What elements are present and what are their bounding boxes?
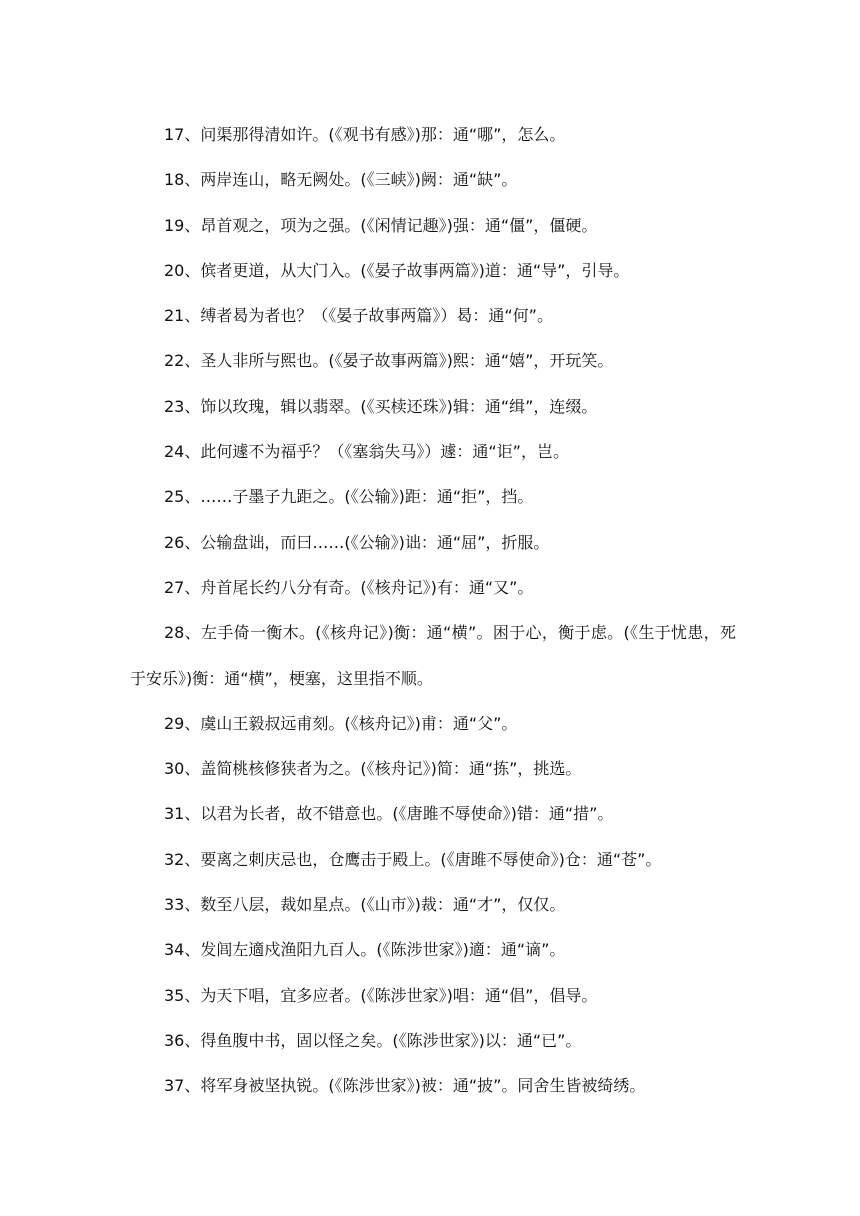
entry-37: 37、将军身被坚执锐。(《陈涉世家》)被：通“披”。同舍生皆被绮绣。 [164, 1076, 646, 1096]
entry-30: 30、盖简桃核修狭者为之。(《核舟记》)简：通“拣”，挑选。 [164, 759, 582, 779]
entry-17: 17、问渠那得清如许。(《观书有感》)那：通“哪”，怎么。 [164, 125, 566, 144]
entry-28: 28、左手倚一衡木。(《核舟记》)衡：通“横”。困于心，衡于虑。(《生于忧患，死于安乐》)衡：通“横”，梗塞，这里指不顺。 [130, 623, 736, 688]
entry-18: 18、两岸连山，略无阙处。(《三峡》)阙：通“缺”。 [164, 170, 518, 190]
entry-23: 23、饰以玫瑰，辑以翡翠。(《买椟还珠》)辑：通“缉”，连缀。 [164, 396, 598, 416]
entry-25: 25、……子墨子九距之。(《公输》)距：通“拒”，挡。 [164, 487, 534, 507]
entry-24: 24、此何遽不为福乎？（《塞翁失马》）遽：通“讵”，岂。 [164, 442, 569, 462]
entry-26: 26、公输盘诎，而曰……(《公输》)诎：通“屈”，折服。 [164, 532, 550, 552]
document-body [130, 112, 736, 1109]
entry-21: 21、缚者曷为者也？（《晏子故事两篇》）曷：通“何”。 [164, 306, 553, 326]
entry-20: 20、傧者更道，从大门入。(《晏子故事两篇》)道：通“导”，引导。 [164, 260, 630, 280]
entry-32: 32、要离之刺庆忌也，仓鹰击于殿上。(《唐雎不辱使命》)仓：通“苍”。 [164, 849, 662, 869]
entry-27: 27、舟首尾长约八分有奇。(《核舟记》)有：通“又”。 [164, 577, 534, 597]
entry-31: 31、以君为长者，故不错意也。(《唐雎不辱使命》)错：通“措”。 [164, 804, 614, 824]
entry-22: 22、圣人非所与熙也。(《晏子故事两篇》)熙：通“嬉”，开玩笑。 [164, 351, 614, 371]
entry-19: 19、昂首观之，项为之强。(《闲情记趣》)强：通“僵”，僵硬。 [164, 215, 598, 235]
entry-33: 33、数至八层，裁如星点。(《山市》)裁：通“才”，仅仅。 [164, 895, 566, 915]
entry-35: 35、为天下唱，宜多应者。(《陈涉世家》)唱：通“倡”，倡导。 [164, 985, 598, 1005]
entry-34: 34、发闾左適戍渔阳九百人。(《陈涉世家》)適：通“谪”。 [164, 940, 566, 960]
entry-36: 36、得鱼腹中书，固以怪之矣。(《陈涉世家》)以：通“已”。 [164, 1030, 582, 1050]
entry-29: 29、虞山王毅叔远甫刻。(《核舟记》)甫：通“父”。 [164, 713, 518, 733]
